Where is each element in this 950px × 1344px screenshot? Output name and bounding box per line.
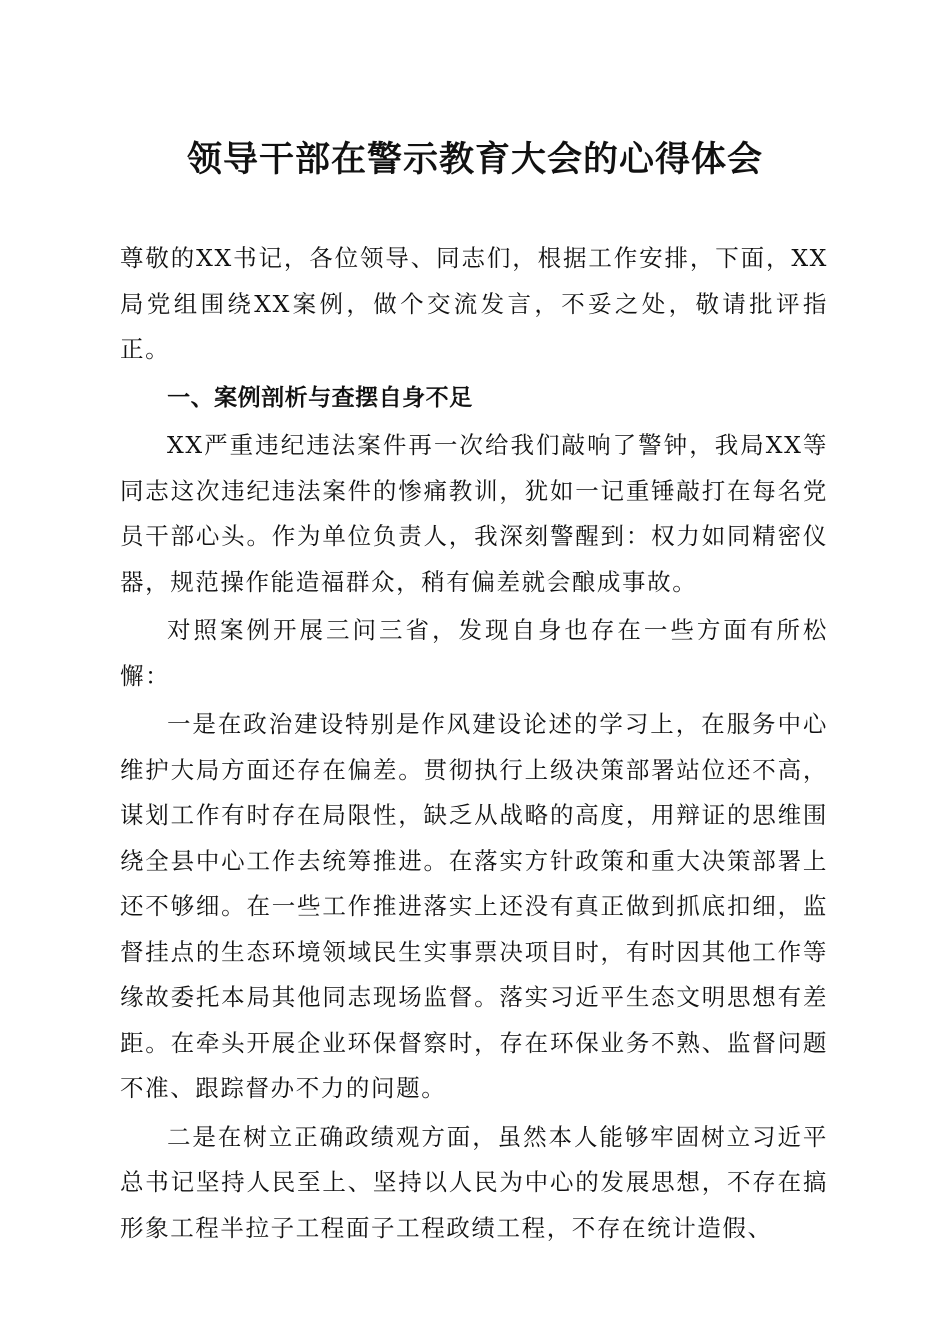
document-title: 领导干部在警示教育大会的心得体会 bbox=[186, 139, 763, 180]
body-paragraph: 一是在政治建设特别是作风建设论述的学习上，在服务中心维护大局方面还存在偏差。贯彻执行上级决策部署站位还不高，谋划工作有时存在局限性，缺乏从战略的高度，用辩证的思维围绕全县中心工作去统筹推进。在落实方针政策和重大决策部署上还不够细。在一些工作推进落实上还没有真正做到抓底扣细，监督挂点的生态环境领域民生实事票决项目时，有时因其他工作等缘故委托本局其他同志现场监督。落实习近平生态文明思想有差距。在牵头开展企业环保督察时，存在环保业务不熟、监督问题不准、跟踪督办不力的问题。 bbox=[120, 710, 828, 1102]
document-body bbox=[120, 236, 828, 1254]
body-paragraph: 二是在树立正确政绩观方面，虽然本人能够牢固树立习近平总书记坚持人民至上、坚持以人民为中心的发展思想，不存在搞形象工程半拉子工程面子工程政绩工程，不存在统计造假、 bbox=[120, 1122, 828, 1242]
section-heading: 一、案例剖析与查摆自身不足 bbox=[167, 384, 473, 411]
body-paragraph: 对照案例开展三问三省，发现自身也存在一些方面有所松懈： bbox=[120, 616, 828, 690]
body-paragraph: XX严重违纪违法案件再一次给我们敲响了警钟，我局XX等同志这次违纪违法案件的惨痛教训，犹如一记重锤敲打在每名党员干部心头。作为单位负责人，我深刻警醒到：权力如同精密仪器，规范操作能造福群众，稍有偏差就会酿成事故。 bbox=[120, 431, 828, 596]
opening-paragraph: 尊敬的XX书记，各位领导、同志们，根据工作安排，下面，XX局党组围绕XX案例，做个交流发言，不妥之处，敬请批评指正。 bbox=[120, 244, 828, 363]
